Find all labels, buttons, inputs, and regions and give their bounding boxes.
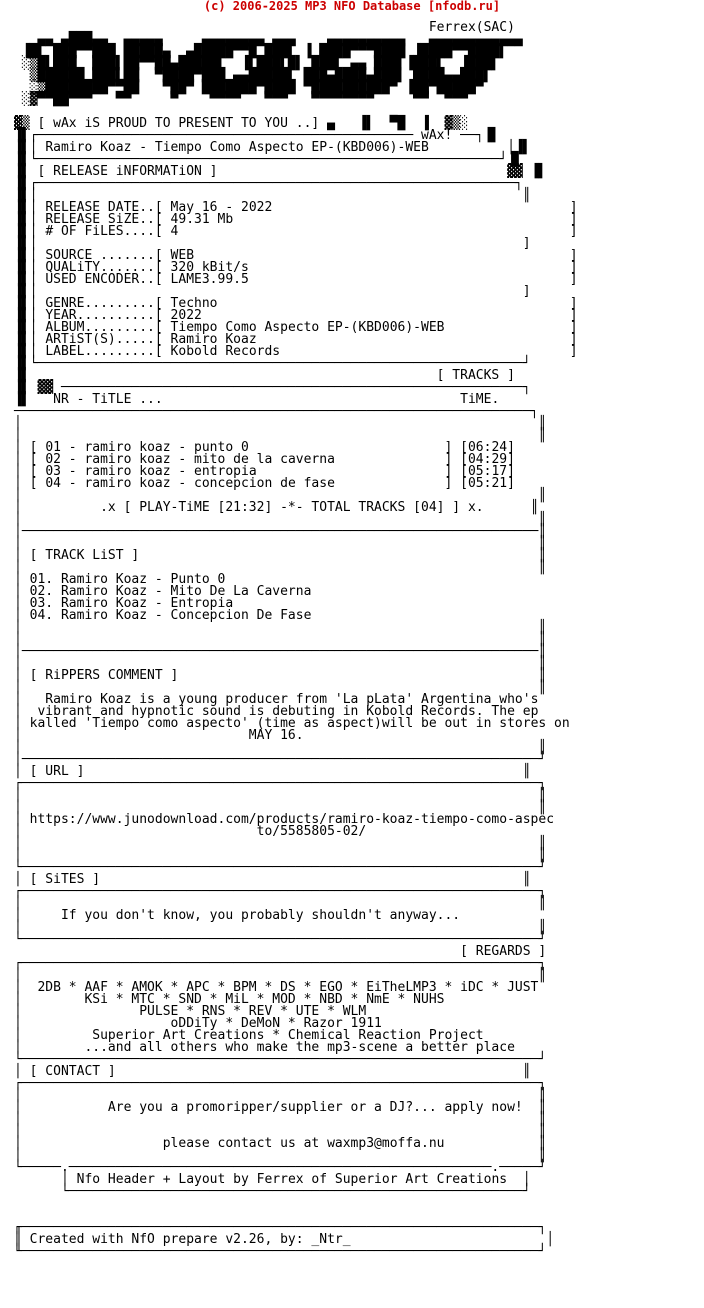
tracks-header-time: TiME. — [460, 392, 500, 407]
info-row: ▐▌│ ARTiST(S).....[ Ramiro Koaz ] — [14, 332, 578, 347]
present-banner: ▓▒ [ wAx iS PROUD TO PRESENT TO YOU ..] ▄ ▐▌ ▀█ ▐ ▓▒░ — [14, 116, 468, 131]
info-row: ▐▌│ QUALiTY.......[ 320 kBit/s ] — [14, 260, 578, 275]
info-row: ▐▌│ RELEASE SiZE..[ 49.31 Mb ] — [14, 212, 578, 227]
info-row: ▐▌│ RELEASE DATE..[ May 16 - 2022 ] — [14, 200, 578, 215]
regards-line: │ PULSE * RNS * REV * UTE * WLM — [14, 1004, 367, 1019]
url-title: [ URL ] — [29, 764, 85, 779]
regards-line: │ oDDiTy * DeMoN * Razor 1911 — [14, 1016, 382, 1031]
info-row: ▐▌│ ALBUM.........[ Tiempo Como Aspecto EP-(KBD006)-WEB ] — [14, 320, 578, 335]
contact-title: [ CONTACT ] — [29, 1064, 116, 1079]
header-art-line: Ferrex(SAC) — [14, 20, 515, 35]
site-credit: (c) 2006-2025 MP3 NFO Database [nfodb.ru] — [203, 0, 501, 13]
track-row: │ [ 03 - ramiro koaz - entropia ] [05:17] — [14, 464, 515, 479]
tracklist-item: │ 03. Ramiro Koaz - Entropia — [14, 596, 234, 611]
url-line: │ https://www.junodownload.com/products/ramiro-koaz-tiempo-como-aspec — [14, 812, 555, 827]
header-art-line: ▄▄ ▄███▄▄ ▄▄▄▄▄ ▄▄▄▄▄▄▄▄ ▄▄▄ ▄▄▄▄▄▄▄▄▄▄ ▄▄▄▄▄▄▄▄▄▄▄▄ — [14, 32, 523, 47]
header-art-line: ░▒█▌███ ███▌██▀▀██▄█████▌ ▐▌███▌█▌ ███▌ ▄▄ ███▌▐███▌ ▐███▌ — [14, 56, 500, 71]
comment-line: │ kalled 'Tiempo como aspecto' (time as aspect)will be out in stores on — [14, 716, 570, 731]
info-row: ▐▌│ # OF FiLES....[ 4 ] — [14, 224, 578, 239]
header-art-line: ▒██████ ███▌██ ▀████▀███ ▄▄█████▌ ███▄████▄███▌ ████▄▄███▌ — [14, 68, 492, 83]
sites-text: │ If you don't know, you probably shouldn't anyway... — [14, 908, 461, 923]
tracklist-item: │ 04. Ramiro Koaz - Concepcion De Fase — [14, 608, 312, 623]
regards-line: │ 2DB * AAF * AMOK * APC * BPM * DS * EGO * EiTheLMP3 * iDC * JUST — [14, 980, 539, 995]
tracklist-title: [ TRACK LiST ] — [29, 548, 140, 563]
comment-line: │ MAY 16. — [14, 728, 304, 743]
regards-title: [ REGARDS ] — [460, 944, 547, 959]
info-row: ▐▌│ GENRE.........[ Techno ] — [14, 296, 578, 311]
tracklist-item: │ 02. Ramiro Koaz - Mito De La Caverna — [14, 584, 312, 599]
tracks-title: [ TRACKS ] — [436, 368, 515, 383]
info-row: ▐▌│ YEAR..........[ 2022 ] — [14, 308, 578, 323]
track-row: │ [ 02 - ramiro koaz - mito de la caverna ] [04:29] — [14, 452, 515, 467]
info-row: ▐▌│ SOURCE .......[ WEB ] — [14, 248, 578, 263]
info-row: ▐▌│ LABEL.........[ Kobold Records ] — [14, 344, 578, 359]
regards-line: │ ...and all others who make the mp3-scene a better place — [14, 1040, 515, 1055]
footer-credit: Nfo Header + Layout by Ferrex of Superior Art Creations — [76, 1172, 508, 1187]
release-info-title: [ RELEASE iNFORMATiON ] — [37, 164, 218, 179]
track-row: │ [ 04 - ramiro koaz - concepcion de fase ] [05:21] — [14, 476, 515, 491]
playtime-summary: .x [ PLAY-TiME [21:32] -*- TOTAL TRACKS [04] ] x. — [100, 500, 484, 515]
wax-tag: wAx! — [421, 128, 453, 143]
header-art-line: ░▓▀▀██▀▀▀ ▀▀ ▀ ▀▀▀▀ ▀▀▀ ▀▀▀▀▀▀▀▀ ▀▀ ▀▀▀ — [14, 92, 468, 107]
comment-line: │ Ramiro Koaz is a young producer from 'La pLata' Argentina who's — [14, 692, 539, 707]
release-title: Ramiro Koaz - Tiempo Como Aspecto EP-(KBD006)-WEB — [45, 140, 429, 155]
contact-line-2: please contact us at waxmp3@moffa.nu — [162, 1136, 445, 1151]
regards-line: │ Superior Art Creations * Chemical Reaction Project — [14, 1028, 484, 1043]
nfo-document: Ferrex(SAC) ▄▄ ▄███▄▄ ▄▄▄▄▄ ▄▄▄▄▄▄▄▄ ▄▄▄ ▄▄▄▄▄▄▄▄▄▄ ▄▄▄▄▄▄▄▄▄▄▄▄ ▐█▌ ███▀▀███ █████▄ ▄█████▀▀█ ███▌ ▐ ████▀▀▀████ ▐████▀▀████▌ ░▒█▌███ ███▌██▀▀██▄█████▌ ▐▌███▌█▌ ███▌ ▄▄ ███▌▐███▌ ▐███▌ ▒██████ ███▌██ ▀████▀███ ▄▄█████▌ ███▄████▄███▌ ████▄▄███▌ ░▒████████▀▀██ ▀██▀ ███████▀████ ▀██████████▀ ▐██▀█████▀ ░▓▀▀██▀▀▀ ▀▀ ▀ ▀▀▀▀ ▀▀▀ ▀▀▀▀▀▀▀▀ ▀▀ ▀▀▀ ▓▒ [ wAx iS PROUD TO PRESENT TO YOU ..] ▄ ▐▌ ▀█ ▐ ▓▒░ ▐▌┌──────────────────────────────────────────────── wAx! ──┐▐▌ ▐▌│ Ramiro Koaz - Tiempo Como Aspecto EP-(KBD006)-WEB │▐▌ ▐▌└───────────────────────────────────────────────────────────┘▐▌ ▐▌ [ RELEASE iNFORMATiON ] ▓▓ ▐▌ ▐▌┌─────────────────────────────────────────────────────────────┐ ▐▌│ ║ ▐▌│ RELEASE DATE..[ May 16 - 2022 ] ▐▌│ RELEASE SiZE..[ 49.31 Mb ] ▐▌│ # OF FiLES....[ 4 ] ▐▌│ ] ▐▌│ SOURCE .......[ WEB ] ▐▌│ QUALiTY.......[ 320 kBit/s ] ▐▌│ USED ENCODER..[ LAME3.99.5 ] ▐▌│ ] ▐▌│ GENRE.........[ Techno ] ▐▌│ YEAR..........[ 2022 ] ▐▌│ ALBUM.........[ Tiempo Como Aspecto EP-(KBD006)-WEB ] ▐▌│ ARTiST(S).....[ Ramiro Koaz ] ▐▌│ LABEL.........[ Kobold Records ] ▐▌└──────────────────────────────────────────────────────────────┘ ▐▌ [ TRACKS ] ▐▌ ▓▓ ───────────────────────────────────────────────────────────┐ ▐▌ NR - TiTLE ... TiME. ──────────────────────────────────────────────────────────────────┐ │ ║ │ ║ │ [ 01 - ramiro koaz - punto 0 ] [06:24] │ [ 02 - ramiro koaz - mito de la caverna ] [04:29] │ [ 03 - ramiro koaz - entropia ] [05:17] │ [ 04 - ramiro koaz - concepcion de fase ] [05:21] │ ║ │ .x [ PLAY-TiME [21:32] -*- TOTAL TRACKS [04] ] x. ║ │ ║ │──────────────────────────────────────────────────────────────────║ │ ║ │ [ TRACK LiST ] ║ │ ║ │ 01. Ramiro Koaz - Punto 0 │ 02. Ramiro Koaz - Mito De La Caverna │ 03. Ramiro Koaz - Entropia │ 04. Ramiro Koaz - Concepcion De Fase │ ║ │ ║ │──────────────────────────────────────────────────────────────────║ │ ║ │ [ RiPPERS COMMENT ] ║ │ ║ │ Ramiro Koaz is a young producer from 'La pLata' Argentina who's │ vibrant and hypnotic sound is debuting in Kobold Records. The ep │ kalled 'Tiempo como aspecto' (time as aspect)will be out in stores on │ MAY 16. │ ║ │──────────────────────────────────────────────────────────────────┘ │ [ URL ] ║ ┌──────────────────────────────────────────────────────────────────┐ │ ║ │ ║ │ https://www.junodownload.com/products/ramiro-koaz-tiempo-como-aspec │ to/5585805-02/ │ ║ │ ║ └──────────────────────────────────────────────────────────────────┘ │ [ SiTES ] ║ ┌──────────────────────────────────────────────────────────────────┐ │ ║ │ If you don't know, you probably shouldn't anyway... │ ║ └──────────────────────────────────────────────────────────────────┘ [ REGARDS ] ┌──────────────────────────────────────────────────────────────────┐ │ ║ │ 2DB * AAF * AMOK * APC * BPM * DS * EGO * EiTheLMP3 * iDC * JUST │ KSi * MTC * SND * MiL * MOD * NBD * NmE * NUHS │ PULSE * RNS * REV * UTE * WLM │ oDDiTy * DeMoN * Razor 1911 │ Superior Art Creations * Chemical Reaction Project │ ...and all others who make the mp3-scene a better place └──────────────────────────────────────────────────────────────────┘ │ [ CONTACT ] ║ ┌──────────────────────────────────────────────────────────────────┐ │ ║ │ Are you a promoripper/supplier or a DJ?... apply now! ║ │ ║ │ ║ │ please contact us at waxmp3@moffa.nu ║ │ ║ └─────.──────────────────────────────────────────────────────.─────┘ │ Nfo Header + Layout by Ferrex of Superior Art Creations │ └──────────────────────────────────────────────────────────┘ ╓──────────────────────────────────────────────────────────────────┐ ║ Created with NfO prepare v2.26, by: _Ntr_ │ ╙──────────────────────────────────────────────────────────────────┘ — [14, 20, 578, 1259]
header-art-line: ░▒████████▀▀██ ▀██▀ ███████▀████ ▀██████████▀ ▐██▀█████▀ — [14, 80, 484, 95]
tracks-header-nr: NR - TiTLE ... — [53, 392, 163, 407]
info-row: ▐▌│ USED ENCODER..[ LAME3.99.5 ] — [14, 272, 578, 287]
track-row: │ [ 01 - ramiro koaz - punto 0 ] [06:24] — [14, 440, 515, 455]
sites-title: [ SiTES ] — [29, 872, 101, 887]
comment-line: │ vibrant and hypnotic sound is debuting in Kobold Records. The ep — [14, 704, 539, 719]
regards-line: │ KSi * MTC * SND * MiL * MOD * NBD * NmE * NUHS — [14, 992, 445, 1007]
comment-title: [ RiPPERS COMMENT ] — [29, 668, 179, 683]
url-line: │ to/5585805-02/ — [14, 824, 367, 839]
header-art-line: ▐█▌ ███▀▀███ █████▄ ▄█████▀▀█ ███▌ ▐ ████▀▀▀████ ▐████▀▀████▌ — [14, 44, 508, 59]
contact-line-1: Are you a promoripper/supplier or a DJ?... apply now! — [107, 1100, 523, 1115]
created-with: Created with NfO prepare v2.26, by: _Ntr_ — [29, 1232, 351, 1247]
tracklist-item: │ 01. Ramiro Koaz - Punto 0 — [14, 572, 226, 587]
